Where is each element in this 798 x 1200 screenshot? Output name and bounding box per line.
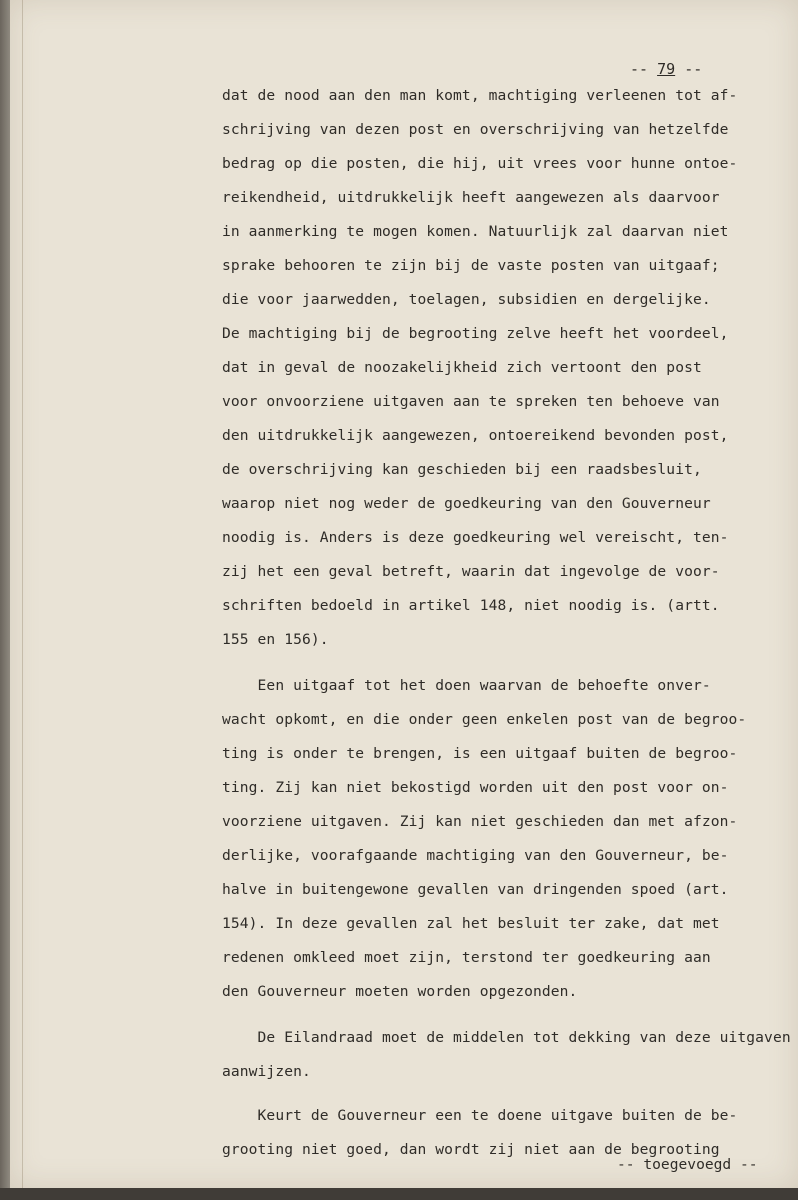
text-line: wacht opkomt, en die onder geen enkelen post van de begroo- [222, 711, 747, 728]
text-line: sprake behooren te zijn bij de vaste posten van uitgaaf; [222, 257, 720, 274]
text-line: 155 en 156). [222, 631, 329, 648]
text-line: bedrag op die posten, die hij, uit vrees voor hunne ontoe- [222, 155, 738, 172]
text-line: den Gouverneur moeten worden opgezonden. [222, 983, 578, 1000]
text-line: zij het een geval betreft, waarin dat ingevolge de voor- [222, 563, 720, 580]
text-line: 154). In deze gevallen zal het besluit ter zake, dat met [222, 915, 720, 932]
text-line: die voor jaarwedden, toelagen, subsidien en dergelijke. [222, 291, 711, 308]
text-line: ting. Zij kan niet bekostigd worden uit den post voor on- [222, 779, 729, 796]
text-line: derlijke, voorafgaande machtiging van den Gouverneur, be- [222, 847, 729, 864]
text-line: redenen omkleed moet zijn, terstond ter goedkeuring aan [222, 949, 711, 966]
text-line: noodig is. Anders is deze goedkeuring wel vereischt, ten- [222, 529, 729, 546]
text-line: Keurt de Gouverneur een te doene uitgave buiten de be- [222, 1107, 738, 1124]
text-line: dat de nood aan den man komt, machtiging verleenen tot af- [222, 87, 738, 104]
binding-spine [0, 0, 10, 1188]
page-fold-line [22, 0, 23, 1188]
page-bottom-edge [0, 1188, 798, 1200]
text-line: voorziene uitgaven. Zij kan niet geschieden dan met afzon- [222, 813, 738, 830]
catchword: -- toegevoegd -- [617, 1156, 758, 1173]
document-page [10, 0, 798, 1188]
text-line: waarop niet nog weder de goedkeuring van den Gouverneur [222, 495, 711, 512]
text-line: in aanmerking te mogen komen. Natuurlijk zal daarvan niet [222, 223, 729, 240]
text-line: den uitdrukkelijk aangewezen, ontoereikend bevonden post, [222, 427, 729, 444]
text-line: Een uitgaaf tot het doen waarvan de behoefte onver- [222, 677, 711, 694]
text-line: voor onvoorziene uitgaven aan te spreken ten behoeve van [222, 393, 720, 410]
text-line: reikendheid, uitdrukkelijk heeft aangewezen als daarvoor [222, 189, 720, 206]
text-line: aanwijzen. [222, 1063, 311, 1080]
text-line: grooting niet goed, dan wordt zij niet aan de begrooting [222, 1141, 720, 1158]
text-line: de overschrijving kan geschieden bij een raadsbesluit, [222, 461, 702, 478]
text-line: De Eilandraad moet de middelen tot dekking van deze uitgaven [222, 1029, 791, 1046]
text-line: schrijving van dezen post en overschrijving van hetzelfde [222, 121, 729, 138]
text-line: De machtiging bij de begrooting zelve heeft het voordeel, [222, 325, 729, 342]
page-number-value: 79 [657, 60, 676, 78]
text-line: halve in buitengewone gevallen van dringenden spoed (art. [222, 881, 729, 898]
text-line: dat in geval de noozakelijkheid zich vertoont den post [222, 359, 702, 376]
page-number: -- 79 -- [630, 60, 703, 78]
text-line: schriften bedoeld in artikel 148, niet noodig is. (artt. [222, 597, 720, 614]
text-line: ting is onder te brengen, is een uitgaaf buiten de begroo- [222, 745, 738, 762]
